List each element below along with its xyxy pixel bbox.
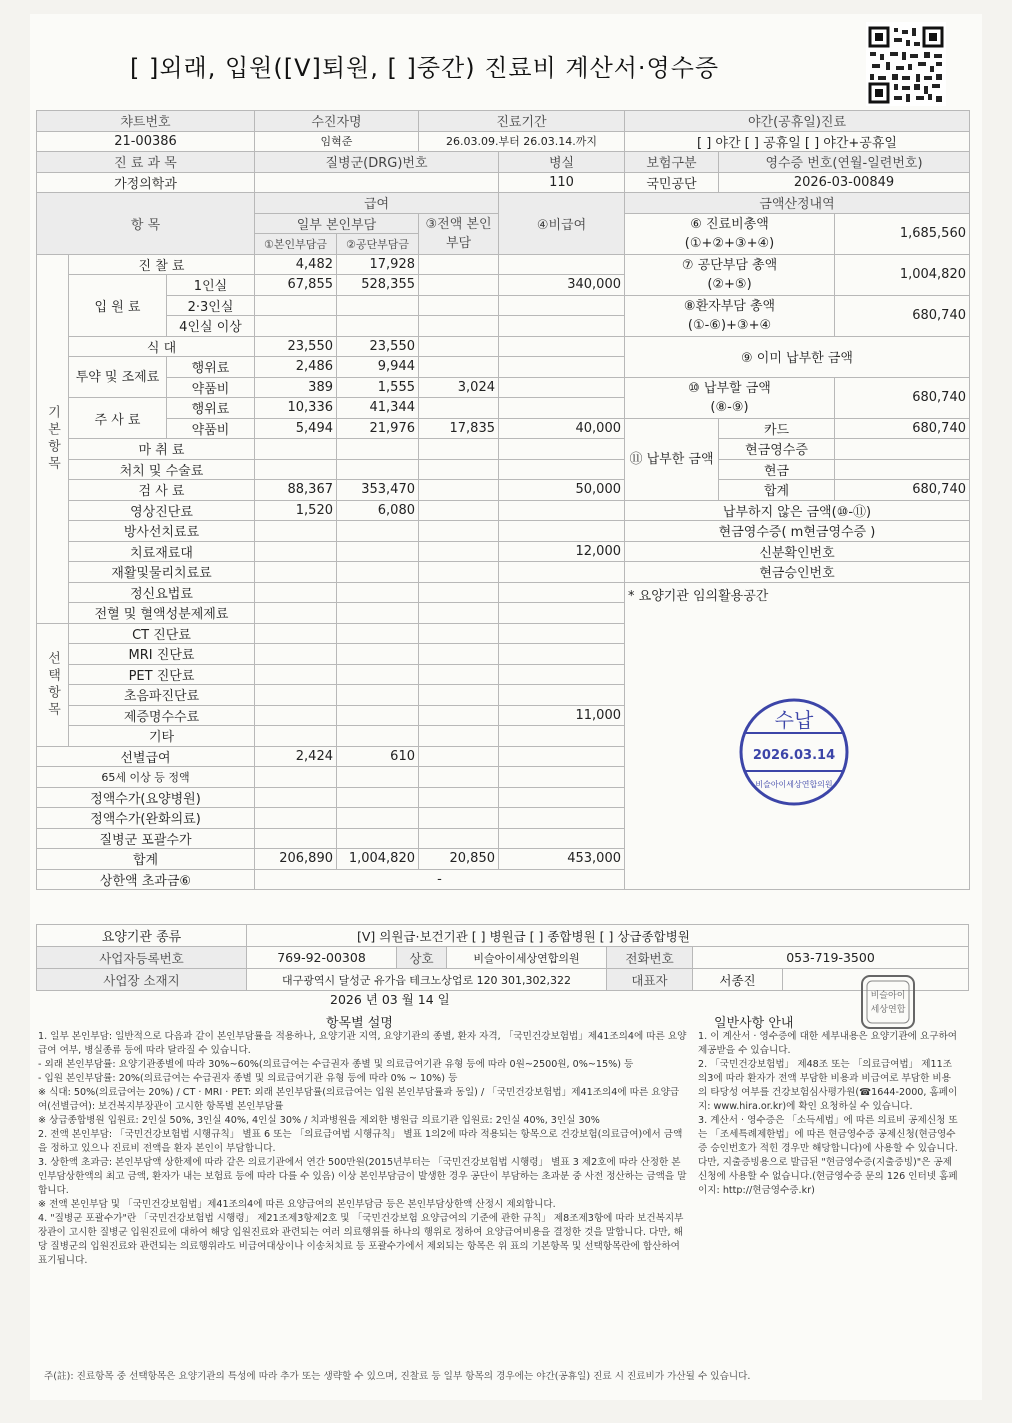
cell-exam-public: 17,928 — [337, 254, 419, 275]
public-total: 1,004,820 — [835, 254, 970, 295]
cell-us-public — [337, 685, 419, 706]
total-fee: 1,685,560 — [835, 213, 970, 254]
cell-cert-public — [337, 705, 419, 726]
item-header: 항 목 — [37, 193, 255, 255]
address-label: 사업장 소재지 — [37, 969, 247, 991]
cell-drug-med-full: 3,024 — [419, 377, 499, 398]
bizno: 769-92-00308 — [247, 947, 397, 969]
cell-cap-value: - — [255, 869, 625, 890]
cell-etc-public — [337, 726, 419, 747]
cell-cert-noncovered: 11,000 — [499, 705, 625, 726]
row-label-drg-pkg: 질병군 포괄수가 — [37, 828, 255, 849]
cell-rehab-public — [337, 562, 419, 583]
cell-ct-noncovered — [499, 623, 625, 644]
note-item: 3. 상한액 초과금: 본인부담액 상한제에 따라 같은 의료기관에서 연간 500만원(2015년부터는 「국민건강보험법 시행령」 별표 3 제2호에 따라 산정한 본인부담상한액의 최고 금액, 환자가 내는 보험료 등에 따라 다를 수 있음) 이상 본인부담금이 발생한 경우 공단이 부담하는 초과분 중 사전 정산하는 금액을 말합니다. — [38, 1157, 687, 1196]
cell-fixed1-public — [337, 787, 419, 808]
patient-total: 680,740 — [835, 295, 970, 336]
row-label-psych: 정신요법료 — [69, 582, 255, 603]
row-label-proc: 처치 및 수술료 — [69, 459, 255, 480]
cell-anesth-self — [255, 439, 337, 460]
cell-exam-full — [419, 254, 499, 275]
cell-drug-act-full — [419, 357, 499, 378]
clinic-name: 비슬아이세상연합의원 — [447, 947, 607, 969]
row-label-cert: 제증명수수료 — [69, 705, 255, 726]
cell-mri-noncovered — [499, 644, 625, 665]
cell-pet-public — [337, 664, 419, 685]
cell-drug-med-noncovered — [499, 377, 625, 398]
note-item: ※ 전액 본인부담 및 「국민건강보험법」제41조의4에 따른 요양급여의 본인부담금 등은 본인부담상한액 산정시 제외합니다. — [38, 1199, 556, 1210]
cell-anesth-noncovered — [499, 439, 625, 460]
clinic-seal-icon — [860, 974, 916, 1030]
cell-optional-public: 610 — [337, 746, 419, 767]
patient-label: 수진자명 — [255, 111, 419, 132]
cell-us-full — [419, 685, 499, 706]
row-label-us: 초음파진단료 — [69, 685, 255, 706]
chart-no: 21-00386 — [37, 131, 255, 152]
public-pay-header: ②공단부담금 — [337, 234, 419, 255]
insurance-type: 국민공단 — [625, 172, 719, 193]
cell-blood-noncovered — [499, 603, 625, 624]
cell-rehab-self — [255, 562, 337, 583]
note-item: ※ 상급종합병원 입원료: 2인실 50%, 3인실 40%, 4인실 30% / 치과병원을 제외한 병원급 의료기관 입원료: 2인실 40%, 3인실 30% — [38, 1115, 600, 1126]
row-label-exam: 진 찰 료 — [69, 254, 255, 275]
general-section — [698, 1030, 958, 1198]
cell-ct-public — [337, 623, 419, 644]
cell-inj-act-self: 10,336 — [255, 398, 337, 419]
cell-inj-act-public: 41,344 — [337, 398, 419, 419]
unpaid-label: 납부하지 않은 금액(⑩-⑪) — [625, 500, 970, 521]
cell-mri-public — [337, 644, 419, 665]
issue-date: 2026 년 03 월 14 일 — [330, 992, 450, 1007]
cell-drug-med-public: 1,555 — [337, 377, 419, 398]
cell-pet-self — [255, 664, 337, 685]
qr-code-icon — [866, 22, 946, 106]
row-label-ct: CT 진단료 — [69, 623, 255, 644]
cell-drg-pkg-full — [419, 828, 499, 849]
receipt-no: 2026-03-00849 — [719, 172, 970, 193]
row-label-pet: PET 진단료 — [69, 664, 255, 685]
row-label-lab: 검 사 료 — [69, 480, 255, 501]
cell-meal-full — [419, 336, 499, 357]
cash-receipt-type: 현금영수증( m현금영수증 ) — [625, 521, 970, 542]
cell-optional-noncovered — [499, 746, 625, 767]
already-paid-label: ⑨ 이미 납부한 금액 — [625, 336, 970, 377]
cell-fixed2-self — [255, 808, 337, 829]
cell-inj-med-public: 21,976 — [337, 418, 419, 439]
row-label-cap: 상한액 초과금⑥ — [37, 869, 255, 890]
note-item: 2. 전액 본인부담: 「국민건강보험법 시행규칙」 별표 6 또는 「의료급여법 시행규칙」 별표 1의2에 따라 적용되는 항목으로 건강보험(의료급여)에서 금액을 정하고 있으나 진료비 전액을 환자 본인이 부담합니다. — [38, 1129, 683, 1154]
patient-name: 임혁준 — [255, 131, 419, 152]
cell-us-self — [255, 685, 337, 706]
row-label-room1: 1인실 — [167, 275, 255, 296]
treatment-period: 26.03.09.부터 26.03.14.까지 — [419, 131, 625, 152]
patient-total-label: ⑧환자부담 총액 (①-⑥)+③+④ — [625, 295, 835, 336]
general-item: 2. 「국민건강보험법」 제48조 또는 「의료급여법」 제11조의3에 따라 환자가 전액 부담한 비용과 비급여로 부담한 비용의 타당성 여부를 건강보험심사평가원(☎1644-2000, 홈페이지: www.hira.or.kr)에 확인 요청하실 수 있습니다. — [698, 1059, 958, 1112]
general-item: 3. 계산서 · 영수증은 「소득세법」에 따른 의료비 공제신청 또는 「조세특례제한법」에 따른 현금영수증 공제신청(현금영수증 승인번호가 적힌 경우만 해당합니다)에 사용할 수 있습니다. 다만, 지출증빙용으로 발급된 "현금영수증(지출증빙)"은 공제신청에 사용할 수 없습니다.(현금영수증 문의 126 인터넷 홈페이지: http://현금영수증.kr) — [698, 1115, 958, 1196]
room-label: 병실 — [499, 152, 625, 173]
night-label: 야간(공휴일)진료 — [625, 111, 970, 132]
cell-total-noncovered: 453,000 — [499, 849, 625, 870]
cell-radio-noncovered — [499, 521, 625, 542]
bizno-label: 사업자등록번호 — [37, 947, 247, 969]
row-label-inj-med: 약품비 — [167, 418, 255, 439]
row-label-mri: MRI 진단료 — [69, 644, 255, 665]
cell-us-noncovered — [499, 685, 625, 706]
row-label-over65: 65세 이상 등 정액 — [37, 767, 255, 788]
paid-stamp — [738, 697, 850, 807]
cell-blood-self — [255, 603, 337, 624]
self-pay-header: ①본인부담금 — [255, 234, 337, 255]
cash-label: 현금 — [719, 459, 835, 480]
dept-label: 진 료 과 목 — [37, 152, 255, 173]
row-label-drug-act: 행위료 — [167, 357, 255, 378]
cell-cert-self — [255, 705, 337, 726]
cell-lab-public: 353,470 — [337, 480, 419, 501]
facility-type: [V] 의원급·보건기관 [ ] 병원급 [ ] 종합병원 [ ] 상급종합병원 — [247, 925, 969, 947]
group-inpatient: 입 원 료 — [69, 275, 167, 337]
cell-lab-noncovered: 50,000 — [499, 480, 625, 501]
representative-label: 대표자 — [607, 969, 693, 991]
cash-approval-label: 현금승인번호 — [625, 562, 970, 583]
cell-material-noncovered: 12,000 — [499, 541, 625, 562]
cell-imaging-noncovered — [499, 500, 625, 521]
period-label: 진료기간 — [419, 111, 625, 132]
page-title: [ ]외래, 입원([V]퇴원, [ ]중간) 진료비 계산서·영수증 — [130, 54, 720, 82]
row-label-optional: 선별급여 — [37, 746, 255, 767]
facility-type-label: 요양기관 종류 — [37, 925, 247, 947]
note-item: - 외래 본인부담률: 요양기관종별에 따라 30%~60%(의료급여는 수급권자 종별 및 의료급여기관 유형 등에 따라 0원~2500원, 0%~15%) 등 — [38, 1059, 634, 1070]
cell-room23-full — [419, 295, 499, 316]
facility-table — [36, 924, 969, 991]
paid-amount-label: ⑪ 납부한 금액 — [625, 418, 719, 500]
cell-inj-act-full — [419, 398, 499, 419]
cell-anesth-public — [337, 439, 419, 460]
cell-drug-act-self: 2,486 — [255, 357, 337, 378]
row-label-material: 치료재료대 — [69, 541, 255, 562]
cell-drug-med-self: 389 — [255, 377, 337, 398]
night-options: [ ] 야간 [ ] 공휴일 [ ] 야간+공휴일 — [625, 131, 970, 152]
cell-drug-act-noncovered — [499, 357, 625, 378]
cell-meal-public: 23,550 — [337, 336, 419, 357]
cell-drug-act-public: 9,944 — [337, 357, 419, 378]
cell-proc-public — [337, 459, 419, 480]
cell-cert-full — [419, 705, 499, 726]
cell-material-public — [337, 541, 419, 562]
free-use-space: * 요양기관 임의활용공간 — [625, 582, 970, 890]
partial-header: 일부 본인부담 — [255, 213, 419, 234]
cell-inj-med-self: 5,494 — [255, 418, 337, 439]
cell-radio-full — [419, 521, 499, 542]
note-item: 4. "질병군 포괄수가"란 「국민건강보험법 시행령」 제21조제3항제2호 및 「국민건강보험 요양급여의 기준에 관한 규칙」 제8조제3항에 따라 보건복지부장관이 고시한 질병군 입원진료에 대하여 해당 입원진료와 관련되는 여러 의료행위를 하나의 행위로 정하여 요양급여비용을 결정한 것을 말합니다. 다만, 해당 질병군의 입원진료와 관련되는 의료행위라도 비급여대상이나 이송처치료 등 포괄수가에서 제외되는 항목은 위 표의 기본항목 및 선택항목란에 합산하여 표기됩니다. — [38, 1213, 684, 1266]
cash-receipt-label: 현금영수증 — [719, 439, 835, 460]
cash-amount — [835, 459, 970, 480]
cell-total-full: 20,850 — [419, 849, 499, 870]
cell-room4-noncovered — [499, 316, 625, 337]
cell-proc-full — [419, 459, 499, 480]
cell-total-public: 1,004,820 — [337, 849, 419, 870]
card-amount: 680,740 — [835, 418, 970, 439]
noncovered-header: ④비급여 — [499, 193, 625, 255]
cell-drg-pkg-noncovered — [499, 828, 625, 849]
row-label-fixed2: 정액수가(완화의료) — [37, 808, 255, 829]
note-item: ※ 식대: 50%(의료급여는 20%) / CT · MRI · PET: 외래 본인부담률(의료급여는 입원 본인부담률과 동일) / 「국민건강보험법」제41조의4에 따른 요양급여(선별급여): 보건복지부장관이 고시한 항목별 본인부담률 — [38, 1087, 680, 1112]
cell-room4-full — [419, 316, 499, 337]
full-self-header: ③전액 본인부담 — [419, 213, 499, 254]
cell-inj-act-noncovered — [499, 398, 625, 419]
cell-mri-self — [255, 644, 337, 665]
cell-pet-full — [419, 664, 499, 685]
drg-label: 질병군(DRG)번호 — [255, 152, 499, 173]
cell-room1-public: 528,355 — [337, 275, 419, 296]
cell-material-full — [419, 541, 499, 562]
cell-fixed2-noncovered — [499, 808, 625, 829]
chart-no-label: 챠트번호 — [37, 111, 255, 132]
cash-receipt-amount — [835, 439, 970, 460]
cell-total-self: 206,890 — [255, 849, 337, 870]
cell-etc-full — [419, 726, 499, 747]
cell-rehab-noncovered — [499, 562, 625, 583]
cell-room4-self — [255, 316, 337, 337]
cell-drg-pkg-self — [255, 828, 337, 849]
cell-over65-noncovered — [499, 767, 625, 788]
summary-header: 금액산정내역 — [625, 193, 970, 214]
stamp-clinic: 비슬아이세상연합의원 — [755, 780, 833, 789]
group-injection: 주 사 료 — [69, 398, 167, 439]
stamp-date: 2026.03.14 — [752, 748, 836, 763]
cell-fixed2-full — [419, 808, 499, 829]
row-label-drug-med: 약품비 — [167, 377, 255, 398]
row-label-blood: 전혈 및 혈액성분제제료 — [69, 603, 255, 624]
cell-over65-self — [255, 767, 337, 788]
note-item: 1. 일부 본인부담: 일반적으로 다음과 같이 본인부담률을 적용하나, 요양기관 지역, 요양기관의 종별, 환자 자격, 「국민건강보험법」제41조의4에 따른 요양급여 여부, 병실종류 등에 따라 달라질 수 있습니다. — [38, 1031, 687, 1056]
amount-due: 680,740 — [835, 377, 970, 418]
cell-rehab-full — [419, 562, 499, 583]
cell-room23-public — [337, 295, 419, 316]
cell-material-self — [255, 541, 337, 562]
cell-room1-self: 67,855 — [255, 275, 337, 296]
cell-lab-self: 88,367 — [255, 480, 337, 501]
footnote: 주(註): 진료항목 중 선택항목은 요양기관의 특성에 따라 추가 또는 생략할 수 있으며, 진찰료 등 일부 항목의 경우에는 야간(공휴일) 진료 시 진료비가 가산될 수 있습니다. — [44, 1371, 751, 1382]
note-item: - 입원 본인부담률: 20%(의료급여는 수급권자 종별 및 의료급여기관 유형 등에 따라 0% ~ 10%) 등 — [38, 1073, 458, 1084]
cell-mri-full — [419, 644, 499, 665]
cell-fixed2-public — [337, 808, 419, 829]
cell-ct-full — [419, 623, 499, 644]
cell-radio-self — [255, 521, 337, 542]
address: 대구광역시 달성군 유가읍 테크노상업로 120 301,302,322 — [247, 969, 607, 991]
cell-exam-noncovered — [499, 254, 625, 275]
basic-items-label: 기본항목 — [37, 254, 69, 623]
cell-over65-full — [419, 767, 499, 788]
cell-imaging-public: 6,080 — [337, 500, 419, 521]
svg-text:세상연합: 세상연합 — [870, 1005, 906, 1015]
cell-lab-full — [419, 480, 499, 501]
cell-anesth-full — [419, 439, 499, 460]
cell-room23-noncovered — [499, 295, 625, 316]
cell-meal-noncovered — [499, 336, 625, 357]
cell-meal-self: 23,550 — [255, 336, 337, 357]
public-total-label: ⑦ 공단부담 총액 (②+⑤) — [625, 254, 835, 295]
clinic-name-label: 상호 — [397, 947, 447, 969]
row-label-room23: 2·3인실 — [167, 295, 255, 316]
cell-blood-full — [419, 603, 499, 624]
cell-pet-noncovered — [499, 664, 625, 685]
cell-exam-self: 4,482 — [255, 254, 337, 275]
row-label-rehab: 재활및물리치료료 — [69, 562, 255, 583]
phone-label: 전화번호 — [607, 947, 693, 969]
amount-due-label: ⑩ 납부할 금액 (⑧-⑨) — [625, 377, 835, 418]
select-items-label: 선택항목 — [37, 623, 69, 746]
cell-drg-pkg-public — [337, 828, 419, 849]
cell-etc-self — [255, 726, 337, 747]
cell-ct-self — [255, 623, 337, 644]
cell-psych-noncovered — [499, 582, 625, 603]
row-label-radio: 방사선치료료 — [69, 521, 255, 542]
row-label-room4: 4인실 이상 — [167, 316, 255, 337]
cell-proc-noncovered — [499, 459, 625, 480]
row-label-inj-act: 행위료 — [167, 398, 255, 419]
paid-sum: 680,740 — [835, 480, 970, 501]
stamp-top-text: 수납 — [774, 708, 814, 732]
covered-header: 급여 — [255, 193, 499, 214]
cell-imaging-self: 1,520 — [255, 500, 337, 521]
cell-radio-public — [337, 521, 419, 542]
insurance-label: 보험구분 — [625, 152, 719, 173]
row-label-anesth: 마 취 료 — [69, 439, 255, 460]
room-no: 110 — [499, 172, 625, 193]
cell-psych-full — [419, 582, 499, 603]
representative: 서종진 — [693, 969, 783, 991]
cell-over65-public — [337, 767, 419, 788]
cell-room1-full — [419, 275, 499, 296]
group-drug: 투약 및 조제료 — [69, 357, 167, 398]
cell-optional-self: 2,424 — [255, 746, 337, 767]
svg-text:비슬아이: 비슬아이 — [870, 991, 906, 1001]
cell-room4-public — [337, 316, 419, 337]
cell-fixed1-noncovered — [499, 787, 625, 808]
receipt-no-label: 영수증 번호(연월-일련번호) — [719, 152, 970, 173]
cell-room1-noncovered: 340,000 — [499, 275, 625, 296]
row-label-meal: 식 대 — [69, 336, 255, 357]
row-label-fixed1: 정액수가(요양병원) — [37, 787, 255, 808]
phone: 053-719-3500 — [693, 947, 969, 969]
cell-room23-self — [255, 295, 337, 316]
cell-optional-full — [419, 746, 499, 767]
cell-inj-med-noncovered: 40,000 — [499, 418, 625, 439]
cell-etc-noncovered — [499, 726, 625, 747]
cell-psych-self — [255, 582, 337, 603]
row-label-total: 합계 — [37, 849, 255, 870]
notes-section — [38, 1030, 688, 1268]
total-fee-label: ⑥ 진료비총액 (①+②+③+④) — [625, 213, 835, 254]
notes-title: 항목별 설명 — [326, 1016, 393, 1031]
cell-inj-med-full: 17,835 — [419, 418, 499, 439]
cell-blood-public — [337, 603, 419, 624]
cell-proc-self — [255, 459, 337, 480]
cell-psych-public — [337, 582, 419, 603]
department: 가정의학과 — [37, 172, 255, 193]
row-label-etc: 기타 — [69, 726, 255, 747]
paid-sum-label: 합계 — [719, 480, 835, 501]
cell-fixed1-full — [419, 787, 499, 808]
id-check-label: 신분확인번호 — [625, 541, 970, 562]
cell-fixed1-self — [255, 787, 337, 808]
general-title: 일반사항 안내 — [714, 1016, 794, 1031]
card-label: 카드 — [719, 418, 835, 439]
general-item: 1. 이 계산서 · 영수증에 대한 세부내용은 요양기관에 요구하여 제공받을 수 있습니다. — [698, 1031, 958, 1056]
cell-imaging-full — [419, 500, 499, 521]
drg-no — [255, 172, 499, 193]
row-label-imaging: 영상진단료 — [69, 500, 255, 521]
